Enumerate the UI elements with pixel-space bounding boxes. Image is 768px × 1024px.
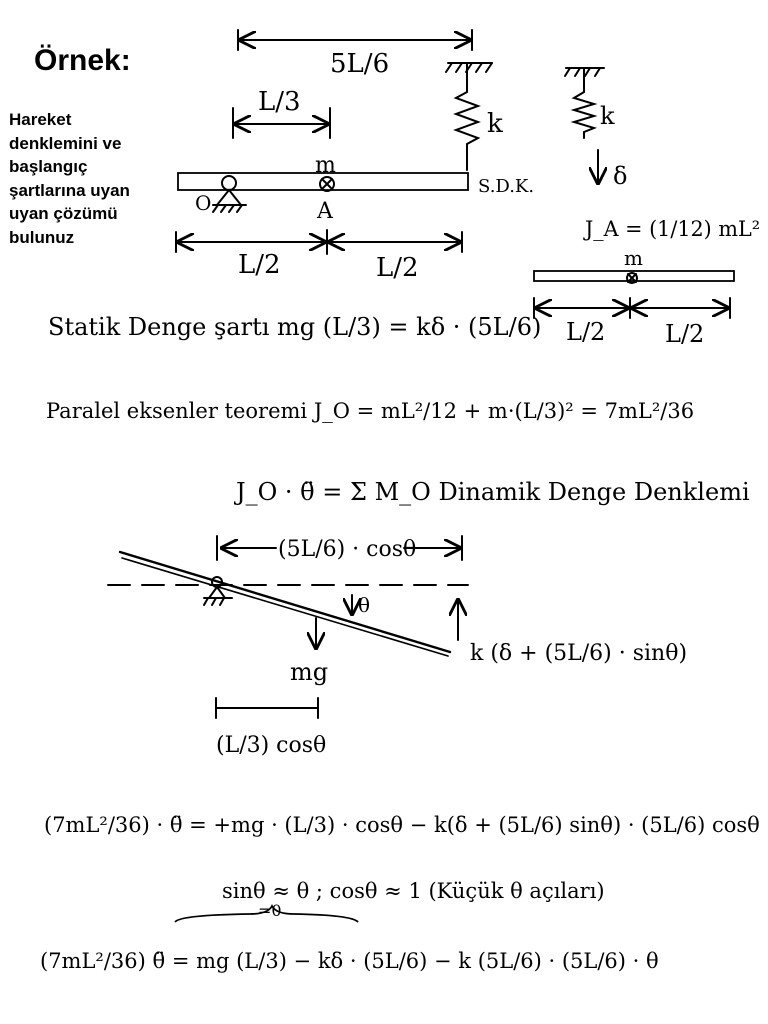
instruction-line: denklemini ve — [9, 133, 122, 153]
parallel-axis-eq: Paralel eksenler teoremi J_O = mL²/12 + m·(L/3)² = 7mL²/36 — [46, 399, 695, 423]
inertia-JA-label: J_A = (1/12) mL² — [583, 217, 760, 241]
dynamic-equilibrium-eq: J_O · θ̈ = Σ M_O Dinamik Denge Denklemi — [236, 478, 750, 506]
dim-L2-right-label-2: L/2 — [665, 320, 705, 348]
page-title: Örnek: — [34, 44, 131, 77]
small-angle-approximation: sinθ ≈ θ ; cosθ ≈ 1 (Küçük θ açıları) — [222, 879, 605, 903]
dim-L3-label: L/3 — [258, 87, 301, 117]
spring-k-label: k — [487, 109, 503, 139]
equation-of-motion: (7mL²/36) · θ̈ = +mg · (L/3) · cosθ − k(δ + (5L/6) sinθ) · (5L/6) cosθ — [44, 813, 760, 837]
weight-mg-label: mg — [290, 658, 329, 686]
fbd-dim-bottom-label: (L/3) cosθ — [216, 733, 327, 758]
fbd-dim-top-label: (5L/6) · cosθ — [278, 537, 417, 562]
static-equilibrium-eq: Statik Denge şartı mg (L/3) = kδ · (5L/6) — [48, 313, 542, 341]
point-A-label: A — [317, 199, 333, 224]
instruction-line: uyan çözümü — [9, 204, 118, 223]
dim-L2-right-label: L/2 — [376, 253, 419, 283]
dim-L2-left-label-2: L/2 — [566, 318, 606, 346]
theta-label: θ — [358, 593, 371, 617]
free-body-diagram — [108, 536, 468, 718]
dim-5L6-label: 5L/6 — [330, 49, 390, 79]
instruction-line: başlangıç — [9, 157, 88, 176]
dim-L2-left-label: L/2 — [238, 250, 281, 280]
instruction-line: şartlarına uyan — [9, 180, 130, 200]
delta-label: δ — [613, 162, 628, 190]
mass-m-label: m — [315, 153, 336, 178]
final-equation: (7mL²/36) θ̈ = mg (L/3) − kδ · (5L/6) − k (5L/6) · (5L/6) · θ — [40, 949, 659, 973]
sdk-label: S.D.K. — [478, 176, 535, 197]
instruction-line: bulunuz — [9, 227, 75, 247]
point-O-label: O — [195, 191, 212, 215]
spring-k-label-2: k — [600, 102, 615, 130]
rod-figure — [534, 68, 734, 318]
zero-term-label: =0 — [258, 901, 282, 920]
instruction-line: Hareket — [9, 110, 72, 129]
spring-force-label: k (δ + (5L/6) · sinθ) — [470, 641, 688, 666]
mass-m-label-2: m — [624, 246, 643, 270]
